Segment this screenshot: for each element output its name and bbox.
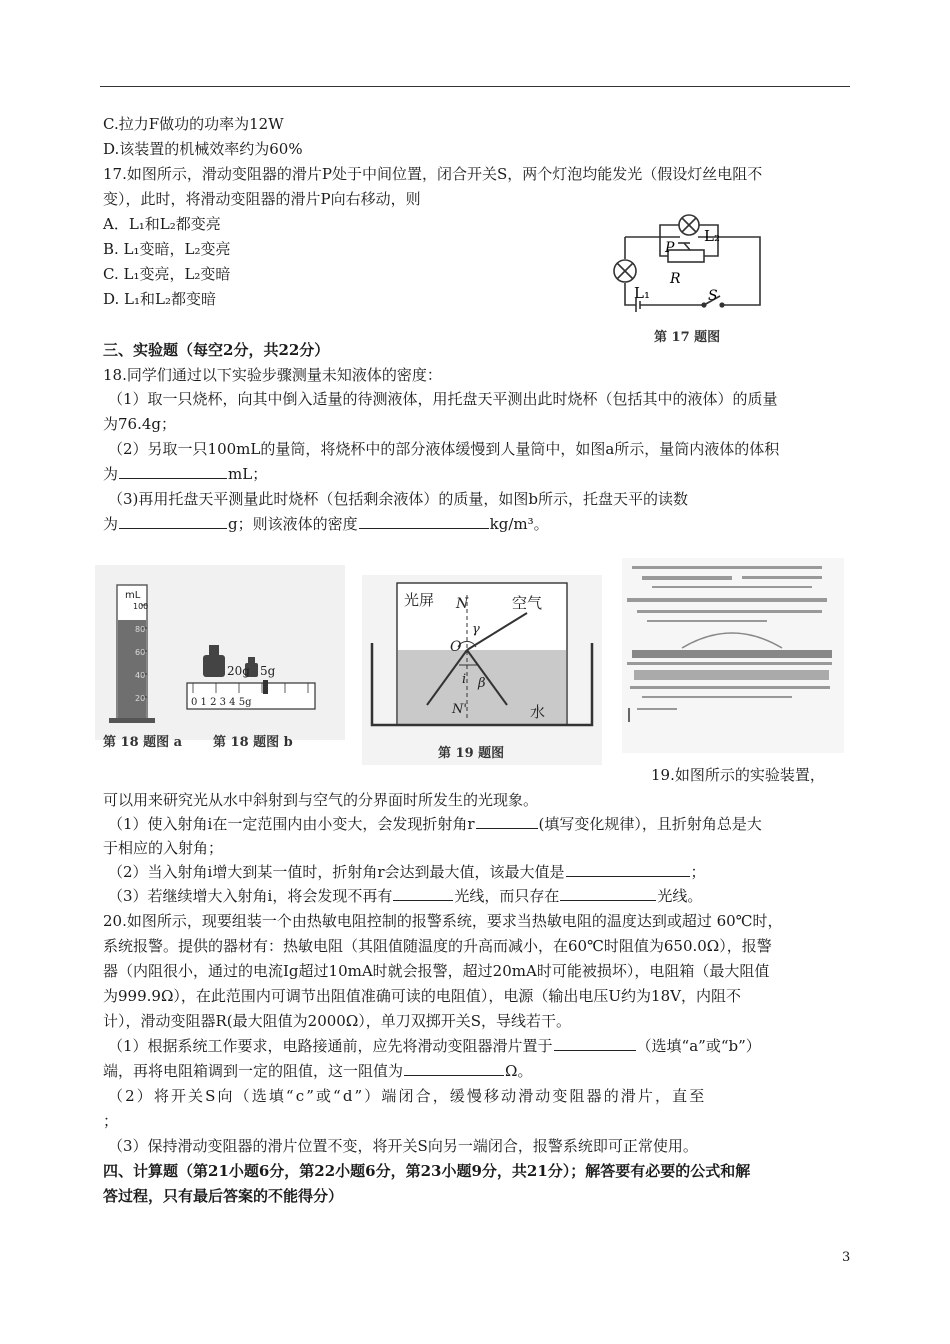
q20-part2: （2）将开关S向（选填“c”或“d”）端闭合，缓慢移动滑动变阻器的滑片，直至 [108, 1087, 707, 1105]
q20-part1-line2: 端，再将电阻箱调到一定的阻值，这一阻值为 Ω。 [103, 1062, 533, 1080]
q16-option-c: C.拉力F做功的功率为12W [103, 115, 284, 133]
q20-line2: 系统报警。提供的器材有：热敏电阻（其阻值随温度的升高而减小，在60℃时阻值为650.0Ω），报警 [103, 937, 772, 955]
q20-part3: （3）保持滑动变阻器的滑片位置不变，将开关S向另一端闭合，报警系统即可正常使用。 [108, 1137, 698, 1155]
q19-caption: 第 19 题图 [438, 746, 505, 761]
tick-40: 40 [135, 671, 146, 680]
label-p: P [665, 240, 675, 256]
q17-stem-line2: 变），此时，将滑动变阻器的滑片P向右移动，则 [103, 190, 421, 208]
q19-part1-line1: （1）使入射角i在一定范围内由小变大，会发现折射角r (填写变化规律），且折射角总是大 [108, 815, 762, 833]
q17-option-d: D. L₁和L₂都变暗 [103, 290, 216, 308]
label-n-bottom: N' [452, 702, 467, 717]
q20-line1: 20.如图所示，现要组装一个由热敏电阻控制的报警系统，要求当热敏电阻的温度达到或超过 60℃时， [103, 912, 783, 930]
label-l1: L₁ [634, 284, 650, 302]
q18-step2-line2: 为 mL； [103, 465, 268, 483]
q17-option-a: A．L₁和L₂都变亮 [103, 215, 221, 233]
blank-max-angle[interactable] [566, 862, 690, 877]
tick-100: 100 [133, 602, 149, 611]
blank-refraction-trend[interactable] [476, 814, 538, 829]
label-20g: 20g [227, 664, 250, 678]
q18-figures [95, 565, 345, 750]
tick-80: 80 [135, 625, 146, 634]
q20-line5: 计），滑动变阻器R(最大阻值为2000Ω），单刀双掷开关S，导线若干。 [103, 1012, 572, 1030]
q17-figure-caption: 第 17 题图 [654, 330, 721, 345]
blank-missing-ray[interactable] [393, 886, 453, 901]
blank-resistance[interactable] [404, 1061, 504, 1076]
section-3-heading: 三、实验题（每空2分，共22分） [103, 341, 330, 359]
scale-labels: 0 1 2 3 4 5g [191, 697, 252, 708]
q18-step1-line2: 为76.4g； [103, 415, 177, 433]
tick-20: 20 [135, 694, 146, 703]
tick-60: 60 [135, 648, 146, 657]
section-4-heading-line1: 四、计算题（第21小题6分，第22小题6分，第23小题9分，共21分）；解答要有必要的公式和解 [103, 1162, 751, 1180]
q17-option-b: B. L₁变暗，L₂变亮 [103, 240, 231, 258]
label-l2: L₂ [704, 227, 720, 245]
q20-figure [622, 558, 844, 753]
label-s: S [708, 288, 718, 304]
blank-slider-end[interactable] [554, 1036, 636, 1051]
q18-stem: 18.同学们通过以下实验步骤测量未知液体的密度： [103, 366, 442, 384]
blank-remaining-ray[interactable] [560, 886, 656, 901]
q18-caption-b: 第 18 题图 b [213, 735, 293, 750]
q18-step3-line1: （3)再用托盘天平测量此时烧杯（包括剩余液体）的质量，如图b所示，托盘天平的读数 [108, 490, 689, 508]
label-water: 水 [530, 703, 546, 721]
label-screen: 光屏 [404, 591, 435, 609]
header-rule [100, 86, 850, 87]
label-r: R [670, 271, 681, 287]
q20-line3: 器（内阻很小，通过的电流Ig超过10mA时就会报警，超过20mA时可能被损坏），电阻箱（最大阻值 [103, 962, 770, 980]
q19-part1-line2: 于相应的入射角； [103, 839, 224, 857]
q18-step1-line1: （1）取一只烧杯，向其中倒入适量的待测液体，用托盘天平测出此时烧杯（包括其中的液体）的质量 [108, 390, 778, 408]
q18-caption-a: 第 18 题图 a [103, 735, 183, 750]
q19-part3: （3）若继续增大入射角i，将会发现不再有 光线，而只存在 光线。 [108, 887, 703, 905]
label-gamma: γ [472, 622, 480, 637]
section-4-heading-line2: 答过程，只有最后答案的不能得分） [103, 1187, 344, 1205]
blank-mass[interactable] [119, 514, 227, 529]
blank-volume[interactable] [119, 464, 227, 479]
q17-option-c: C. L₁变亮，L₂变暗 [103, 265, 231, 283]
label-beta: β [478, 676, 486, 691]
label-air: 空气 [512, 594, 543, 612]
q17-stem-line1: 17.如图所示，滑动变阻器的滑片P处于中间位置，闭合开关S，两个灯泡均能发光（假设灯丝电阻不 [103, 165, 763, 183]
q16-option-d: D.该装置的机械效率约为60% [103, 140, 303, 158]
q19-stem-line2: 可以用来研究光从水中斜射到与空气的分界面时所发生的光现象。 [103, 791, 539, 809]
page-number: 3 [842, 1250, 851, 1265]
q20-line4: 为999.9Ω），在此范围内可调节出阻值准确可读的电阻值），电源（输出电压U约为18V，内阻不 [103, 987, 741, 1005]
label-i: i [462, 672, 467, 687]
q20-part1-line1: （1）根据系统工作要求，电路接通前，应先将滑动变阻器滑片置于 （选填“a”或“b”） [108, 1037, 761, 1055]
label-5g: 5g [260, 664, 276, 678]
blank-density[interactable] [359, 514, 489, 529]
label-o: O [450, 639, 462, 655]
q17-circuit-figure [600, 205, 780, 330]
q19-figure [362, 575, 602, 765]
q18-step2-line1: （2）另取一只100mL的量筒，将烧杯中的部分液体缓慢到人量筒中，如图a所示，量筒内液体的体积 [108, 440, 780, 458]
q18-step3-line2: 为 g；则该液体的密度 kg/m³。 [103, 515, 549, 533]
q20-part2-end: ； [103, 1112, 119, 1130]
q19-part2: （2）当入射角i增大到某一值时，折射角r会达到最大值，该最大值是 ； [108, 863, 706, 881]
q19-stem-line1: 19.如图所示的实验装置， [651, 766, 825, 784]
label-ml: mL [125, 590, 141, 601]
label-n-top: N [456, 596, 469, 612]
